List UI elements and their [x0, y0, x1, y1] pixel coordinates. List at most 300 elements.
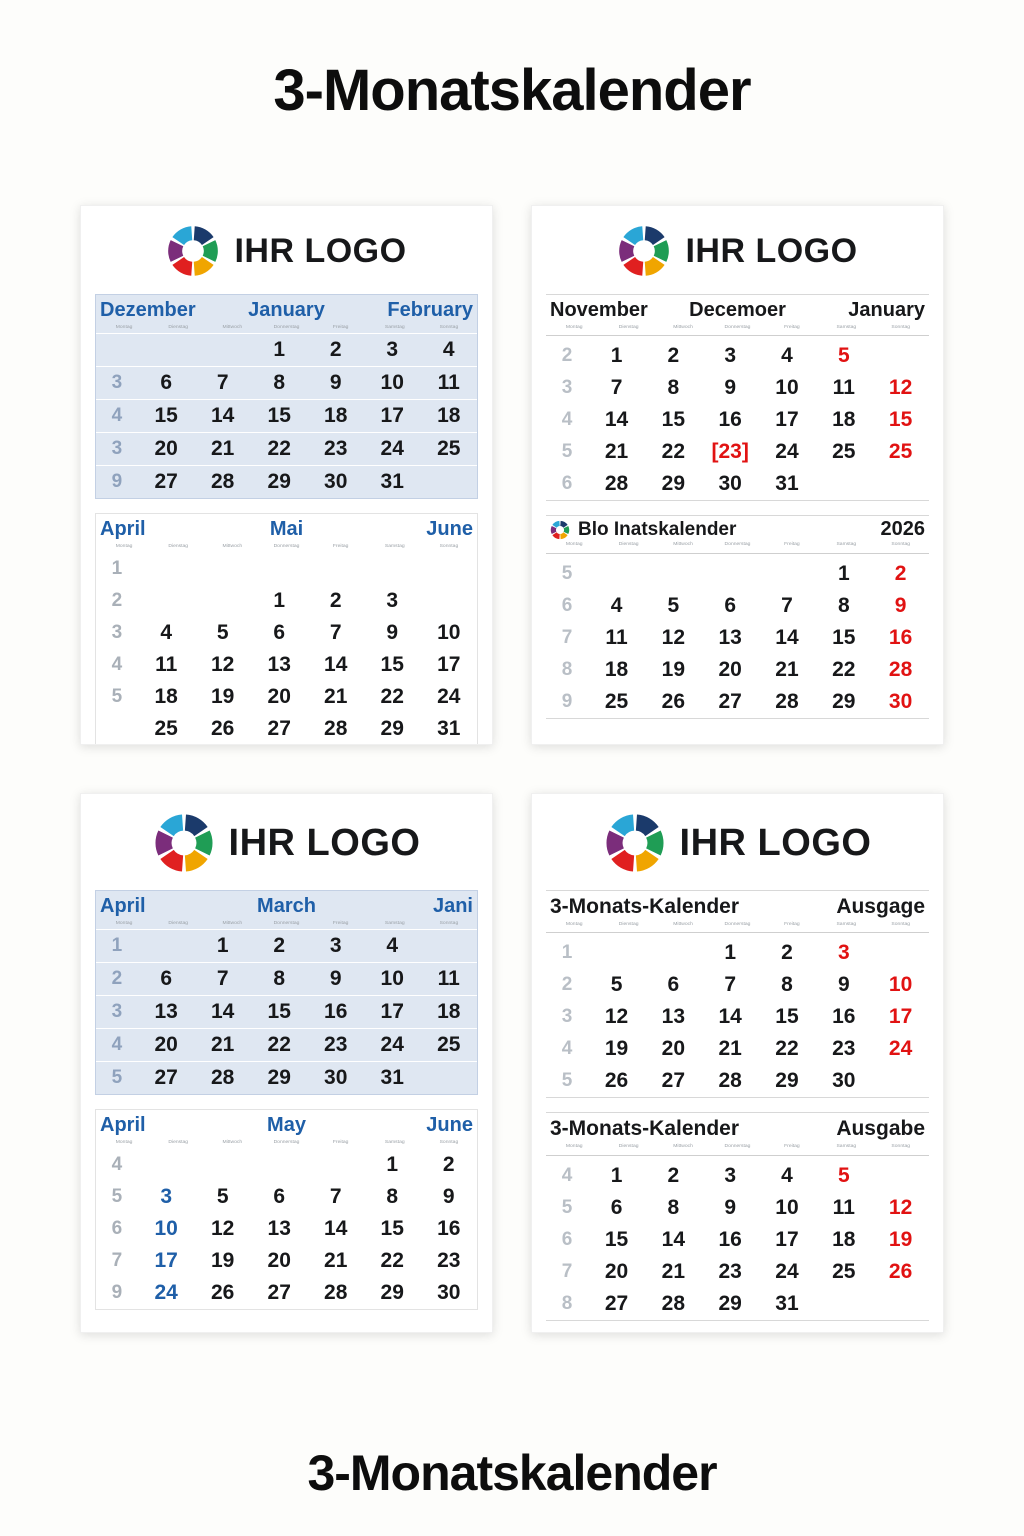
- day-cell[interactable]: 2: [894, 561, 907, 585]
- day-cell[interactable]: 13: [138, 996, 195, 1029]
- day-cell[interactable]: 1: [610, 344, 623, 368]
- day-cell[interactable]: 15: [661, 408, 686, 432]
- day-cell[interactable]: 20: [661, 1037, 686, 1061]
- day-cell[interactable]: 16: [307, 996, 364, 1029]
- day-cell[interactable]: 18: [604, 657, 629, 681]
- day-cell[interactable]: 1: [194, 930, 251, 963]
- day-cell[interactable]: 2: [442, 1152, 455, 1176]
- day-cell[interactable]: 7: [781, 593, 793, 617]
- day-cell[interactable]: [364, 553, 421, 585]
- day-cell[interactable]: 6: [138, 367, 195, 400]
- day-cell[interactable]: 29: [661, 472, 686, 496]
- day-cell[interactable]: 18: [832, 408, 856, 432]
- day-cell[interactable]: 24: [154, 1280, 178, 1304]
- day-cell[interactable]: 28: [194, 1062, 251, 1095]
- day-cell[interactable]: 15: [380, 1216, 404, 1240]
- day-cell[interactable]: 9: [724, 1195, 736, 1219]
- calendar-block: [546, 515, 929, 718]
- day-cell[interactable]: 1: [724, 941, 736, 965]
- logo: [95, 812, 478, 874]
- day-cell[interactable]: 1: [610, 1163, 623, 1187]
- day-cell[interactable]: 31: [437, 716, 461, 740]
- day-cell[interactable]: 14: [324, 1216, 348, 1240]
- day-cell[interactable]: 29: [775, 1069, 799, 1093]
- calendar-block: [546, 294, 929, 501]
- day-cell[interactable]: [759, 558, 816, 590]
- day-cell[interactable]: 17: [364, 400, 421, 433]
- day-cell[interactable]: [138, 334, 195, 367]
- day-cell[interactable]: 11: [832, 1195, 855, 1219]
- day-cell[interactable]: 8: [386, 1184, 399, 1208]
- day-cell[interactable]: 9: [894, 593, 907, 617]
- day-cell[interactable]: 27: [661, 1069, 686, 1093]
- day-cell[interactable]: 30: [307, 1062, 364, 1095]
- day-cell[interactable]: 11: [420, 367, 477, 400]
- week-number: 4: [96, 400, 138, 433]
- day-cell[interactable]: 8: [251, 963, 308, 996]
- day-cell[interactable]: 25: [832, 1259, 856, 1283]
- day-cell[interactable]: 23: [832, 1037, 856, 1061]
- day-cell[interactable]: 15: [251, 400, 308, 433]
- day-cell[interactable]: 22: [380, 684, 404, 708]
- day-cell[interactable]: 30: [307, 466, 364, 499]
- day-cell[interactable]: 8: [781, 973, 793, 997]
- day-cell[interactable]: 15: [775, 1005, 799, 1029]
- day-cell[interactable]: 4: [160, 620, 172, 644]
- day-cell[interactable]: 6: [273, 1184, 286, 1208]
- day-cell[interactable]: 27: [718, 689, 742, 713]
- calendar-block: [546, 1112, 929, 1320]
- week-row: [96, 617, 477, 649]
- day-cell[interactable]: 19: [211, 684, 235, 708]
- day-cell[interactable]: 13: [718, 625, 742, 649]
- day-cell[interactable]: 11: [832, 376, 855, 400]
- card-1[interactable]: [80, 205, 493, 745]
- day-cell[interactable]: 9: [837, 973, 850, 997]
- day-cell[interactable]: [872, 1160, 929, 1192]
- week-number: 1: [111, 557, 123, 579]
- day-cell[interactable]: 28: [661, 1291, 686, 1315]
- day-cell[interactable]: 23: [437, 1248, 461, 1272]
- block-title-row: [546, 1113, 929, 1143]
- day-cell[interactable]: 18: [420, 400, 477, 433]
- day-cell[interactable]: 12: [604, 1005, 629, 1029]
- day-cell[interactable]: 6: [724, 593, 736, 617]
- day-cell[interactable]: 9: [307, 367, 364, 400]
- divider: [546, 553, 929, 554]
- weekday-micro-labels: [546, 921, 929, 930]
- day-cell[interactable]: [194, 553, 251, 585]
- day-cell[interactable]: [645, 558, 702, 590]
- day-cell[interactable]: 2: [781, 941, 793, 965]
- day-cell[interactable]: 28: [194, 466, 251, 499]
- day-cell[interactable]: 4: [781, 344, 793, 368]
- day-cell[interactable]: 17: [364, 996, 421, 1029]
- day-cell[interactable]: 27: [604, 1291, 629, 1315]
- weekday-label: Freitag: [332, 1139, 349, 1145]
- day-cell[interactable]: 22: [775, 1037, 799, 1061]
- card-3[interactable]: [80, 793, 493, 1333]
- week-row: [96, 681, 477, 713]
- day-cell[interactable]: 20: [138, 433, 195, 466]
- calendar-block: [95, 513, 478, 745]
- month-label: June: [426, 518, 473, 541]
- day-cell[interactable]: 30: [832, 1069, 856, 1093]
- day-cell[interactable]: 10: [437, 620, 461, 644]
- day-cell[interactable]: 5: [216, 1184, 229, 1208]
- calendar-card-grid: [0, 205, 1024, 1333]
- day-cell[interactable]: 23: [307, 1029, 364, 1062]
- day-cell[interactable]: 4: [781, 1163, 793, 1187]
- week-row: [96, 1181, 477, 1213]
- day-cell[interactable]: 17: [888, 1005, 913, 1029]
- day-cell[interactable]: 21: [661, 1259, 686, 1283]
- day-cell[interactable]: 20: [138, 1029, 195, 1062]
- day-cell[interactable]: 24: [775, 440, 799, 464]
- day-cell[interactable]: 26: [888, 1259, 913, 1283]
- week-number: 6: [561, 1228, 573, 1250]
- day-cell[interactable]: 7: [610, 376, 623, 400]
- day-cell[interactable]: 7: [194, 367, 251, 400]
- day-cell[interactable]: [420, 585, 477, 617]
- day-cell[interactable]: 28: [718, 1069, 742, 1093]
- day-cell[interactable]: [138, 930, 195, 963]
- day-cell[interactable]: 17: [775, 1227, 799, 1251]
- logo-mark-small: [550, 520, 570, 540]
- day-cell[interactable]: 22: [380, 1248, 404, 1272]
- day-cell[interactable]: 15: [380, 652, 404, 676]
- weekday-label: Mittwoch: [673, 541, 693, 547]
- week-number: 1: [561, 942, 573, 964]
- day-cell[interactable]: [872, 1288, 929, 1320]
- day-cell[interactable]: 14: [324, 652, 348, 676]
- day-cell[interactable]: 11: [155, 652, 178, 676]
- day-cell[interactable]: [815, 1288, 872, 1320]
- week-row: [96, 400, 477, 433]
- card-2[interactable]: [531, 205, 944, 745]
- day-cell[interactable]: 11: [605, 625, 628, 649]
- day-grid: [546, 937, 929, 1097]
- day-cell[interactable]: 2: [667, 1163, 680, 1187]
- calendar-block: [95, 890, 478, 1095]
- day-cell[interactable]: 18: [154, 684, 178, 708]
- day-cell[interactable]: 13: [661, 1005, 686, 1029]
- day-cell[interactable]: 21: [194, 433, 251, 466]
- day-cell[interactable]: 25: [420, 433, 477, 466]
- day-cell[interactable]: 8: [667, 1195, 680, 1219]
- day-cell[interactable]: [307, 1149, 364, 1181]
- day-cell[interactable]: 30: [888, 689, 913, 713]
- day-cell[interactable]: 4: [420, 334, 477, 367]
- day-cell[interactable]: 16: [832, 1005, 856, 1029]
- day-cell[interactable]: 8: [251, 367, 308, 400]
- day-cell[interactable]: [194, 334, 251, 367]
- day-cell[interactable]: 7: [329, 620, 342, 644]
- week-row: [546, 404, 929, 436]
- day-cell[interactable]: 10: [775, 1195, 799, 1219]
- day-cell[interactable]: 10: [888, 973, 913, 997]
- day-cell[interactable]: 15: [832, 625, 856, 649]
- day-cell[interactable]: 5: [667, 593, 680, 617]
- week-row: [546, 340, 929, 372]
- page-footer-title: 3-Monatskalender: [307, 1445, 717, 1501]
- block-title-row: [546, 891, 929, 921]
- day-cell[interactable]: [194, 1149, 251, 1181]
- day-cell[interactable]: 30: [437, 1280, 461, 1304]
- day-cell[interactable]: 21: [324, 1248, 348, 1272]
- weekday-label: Sonntag: [439, 920, 459, 926]
- day-cell[interactable]: 10: [364, 963, 421, 996]
- month-label: January: [248, 299, 325, 321]
- day-cell[interactable]: [138, 1149, 195, 1181]
- day-cell[interactable]: 6: [273, 620, 286, 644]
- day-cell[interactable]: 23: [307, 433, 364, 466]
- day-cell[interactable]: 2: [307, 334, 364, 367]
- day-cell[interactable]: [138, 553, 195, 585]
- day-cell[interactable]: [307, 553, 364, 585]
- weekday-micro-labels: [546, 541, 929, 550]
- day-cell[interactable]: 18: [420, 996, 477, 1029]
- day-cell[interactable]: 13: [267, 1216, 291, 1240]
- week-number: 5: [561, 562, 573, 584]
- day-cell[interactable]: 24: [364, 1029, 421, 1062]
- day-cell[interactable]: 19: [888, 1227, 913, 1251]
- day-cell[interactable]: [815, 468, 872, 500]
- day-cell[interactable]: 31: [775, 472, 799, 496]
- day-cell[interactable]: [702, 558, 759, 590]
- day-cell[interactable]: 3: [364, 334, 421, 367]
- day-cell[interactable]: 2: [251, 930, 308, 963]
- day-cell[interactable]: 17: [437, 652, 461, 676]
- day-cell[interactable]: 8: [667, 376, 680, 400]
- day-cell[interactable]: 26: [211, 716, 235, 740]
- day-cell[interactable]: 16: [718, 1227, 742, 1251]
- day-cell[interactable]: 3: [724, 1163, 736, 1187]
- weekday-label: Dienstag: [168, 324, 189, 330]
- day-cell[interactable]: 1: [386, 1152, 399, 1176]
- day-cell[interactable]: 20: [718, 657, 742, 681]
- week-number: 8: [561, 658, 573, 680]
- day-cell[interactable]: 29: [718, 1291, 742, 1315]
- day-cell[interactable]: 17: [775, 408, 799, 432]
- day-cell[interactable]: 12: [888, 376, 913, 400]
- day-cell[interactable]: 18: [307, 400, 364, 433]
- weekday-micro-labels: [546, 1143, 929, 1152]
- day-cell[interactable]: 29: [832, 689, 856, 713]
- day-cell[interactable]: 5: [216, 620, 229, 644]
- day-cell[interactable]: 21: [194, 1029, 251, 1062]
- day-cell[interactable]: 22: [832, 657, 856, 681]
- day-cell[interactable]: 8: [837, 593, 850, 617]
- day-cell[interactable]: 27: [267, 1280, 291, 1304]
- day-cell[interactable]: 14: [661, 1227, 686, 1251]
- day-cell[interactable]: 4: [364, 930, 421, 963]
- day-cell[interactable]: 13: [267, 652, 291, 676]
- colored-ring-logo: [604, 812, 666, 874]
- day-cell[interactable]: [420, 1062, 477, 1095]
- day-cell[interactable]: [588, 558, 645, 590]
- month-label: February: [387, 299, 473, 321]
- day-cell[interactable]: 1: [273, 588, 286, 612]
- day-cell[interactable]: 12: [661, 625, 686, 649]
- day-cell[interactable]: 31: [775, 1291, 799, 1315]
- day-cell[interactable]: 14: [194, 400, 251, 433]
- day-cell[interactable]: 30: [718, 472, 742, 496]
- day-cell[interactable]: 19: [211, 1248, 235, 1272]
- day-cell[interactable]: 15: [888, 408, 913, 432]
- day-cell[interactable]: 25: [420, 1029, 477, 1062]
- day-cell[interactable]: 19: [661, 657, 686, 681]
- day-cell[interactable]: 6: [610, 1195, 623, 1219]
- day-cell[interactable]: 24: [437, 684, 461, 708]
- weekday-label: Dienstag: [168, 920, 189, 926]
- day-cell[interactable]: 20: [604, 1259, 629, 1283]
- day-cell[interactable]: 22: [251, 1029, 308, 1062]
- day-cell[interactable]: 28: [324, 716, 348, 740]
- day-cell[interactable]: 6: [667, 973, 680, 997]
- day-cell[interactable]: 7: [194, 963, 251, 996]
- day-cell[interactable]: 9: [442, 1184, 455, 1208]
- day-cell[interactable]: 1: [251, 334, 308, 367]
- day-cell[interactable]: [251, 553, 308, 585]
- day-cell[interactable]: 26: [661, 689, 686, 713]
- day-cell[interactable]: [420, 930, 477, 963]
- day-cell[interactable]: 22: [661, 440, 686, 464]
- day-cell[interactable]: 9: [724, 376, 736, 400]
- day-cell[interactable]: 26: [604, 1069, 629, 1093]
- day-cell[interactable]: [420, 466, 477, 499]
- weekday-label: Sonntag: [891, 1143, 911, 1149]
- day-cell[interactable]: 10: [775, 376, 799, 400]
- day-cell[interactable]: [872, 340, 929, 372]
- day-cell[interactable]: 1: [837, 561, 850, 585]
- day-cell[interactable]: 25: [832, 440, 856, 464]
- day-cell[interactable]: 14: [718, 1005, 742, 1029]
- day-cell[interactable]: 18: [832, 1227, 856, 1251]
- day-cell[interactable]: [420, 553, 477, 585]
- day-cell[interactable]: [138, 585, 195, 617]
- day-cell[interactable]: 31: [364, 1062, 421, 1095]
- day-cell[interactable]: [23]: [711, 440, 749, 464]
- day-cell[interactable]: 10: [154, 1216, 178, 1240]
- day-cell[interactable]: [645, 937, 702, 969]
- day-cell[interactable]: 9: [386, 620, 399, 644]
- week-number: 5: [561, 1070, 573, 1092]
- day-cell[interactable]: 9: [307, 963, 364, 996]
- card-4[interactable]: [531, 793, 944, 1333]
- day-cell[interactable]: 31: [364, 466, 421, 499]
- day-cell[interactable]: 15: [604, 1227, 629, 1251]
- day-cell[interactable]: 3: [837, 941, 850, 965]
- day-cell[interactable]: 7: [724, 973, 736, 997]
- day-cell[interactable]: 19: [604, 1037, 629, 1061]
- day-cell[interactable]: [251, 1149, 308, 1181]
- day-cell[interactable]: 27: [267, 716, 291, 740]
- day-cell[interactable]: 3: [160, 1184, 172, 1208]
- day-cell[interactable]: 16: [888, 625, 913, 649]
- day-cell[interactable]: 24: [888, 1037, 913, 1061]
- day-cell[interactable]: 23: [718, 1259, 742, 1283]
- day-cell[interactable]: 29: [251, 1062, 308, 1095]
- day-cell[interactable]: 3: [724, 344, 736, 368]
- day-cell[interactable]: 5: [837, 344, 850, 368]
- day-cell[interactable]: 3: [307, 930, 364, 963]
- day-cell[interactable]: 26: [211, 1280, 235, 1304]
- day-cell[interactable]: 25: [604, 689, 629, 713]
- day-cell[interactable]: 3: [386, 588, 399, 612]
- day-cell[interactable]: 12: [211, 1216, 235, 1240]
- day-cell[interactable]: [872, 468, 929, 500]
- day-cell[interactable]: 29: [380, 1280, 404, 1304]
- day-cell[interactable]: [194, 585, 251, 617]
- day-cell[interactable]: 16: [718, 408, 742, 432]
- day-cell[interactable]: 14: [194, 996, 251, 1029]
- day-cell[interactable]: 20: [267, 1248, 291, 1272]
- day-cell[interactable]: 21: [718, 1037, 742, 1061]
- day-cell[interactable]: 15: [251, 996, 308, 1029]
- day-cell[interactable]: 14: [604, 408, 629, 432]
- day-cell[interactable]: 5: [837, 1163, 850, 1187]
- day-cell[interactable]: 24: [775, 1259, 799, 1283]
- day-cell[interactable]: 21: [775, 657, 799, 681]
- day-cell[interactable]: 27: [138, 1062, 195, 1095]
- logo: [95, 224, 478, 278]
- day-cell[interactable]: 28: [324, 1280, 348, 1304]
- day-cell[interactable]: 10: [364, 367, 421, 400]
- day-cell[interactable]: 29: [380, 716, 404, 740]
- day-cell[interactable]: [872, 1065, 929, 1097]
- day-cell[interactable]: 14: [775, 625, 799, 649]
- day-cell[interactable]: 12: [211, 652, 235, 676]
- day-cell[interactable]: 17: [154, 1248, 178, 1272]
- day-cell[interactable]: 21: [324, 684, 348, 708]
- day-cell[interactable]: 15: [138, 400, 195, 433]
- day-cell[interactable]: 25: [154, 716, 178, 740]
- day-cell[interactable]: 28: [888, 657, 913, 681]
- week-number: 6: [111, 1217, 123, 1239]
- day-cell[interactable]: 21: [604, 440, 629, 464]
- day-cell[interactable]: 5: [610, 973, 623, 997]
- day-cell[interactable]: 6: [138, 963, 195, 996]
- weekday-label: Mittwoch: [222, 324, 243, 330]
- colored-ring-logo: [166, 224, 220, 278]
- day-cell[interactable]: 7: [329, 1184, 342, 1208]
- weekday-label: Donnerstag: [724, 1143, 751, 1149]
- day-cell[interactable]: [588, 937, 645, 969]
- day-cell[interactable]: 12: [888, 1195, 913, 1219]
- week-number: 1: [96, 930, 138, 963]
- weekday-label: Montag: [565, 324, 583, 330]
- day-cell[interactable]: 20: [267, 684, 291, 708]
- day-cell[interactable]: 27: [138, 466, 195, 499]
- day-cell[interactable]: 11: [420, 963, 477, 996]
- day-cell[interactable]: 28: [775, 689, 799, 713]
- day-cell[interactable]: 28: [604, 472, 629, 496]
- day-grid: [96, 1149, 477, 1309]
- weekday-label: Dienstag: [618, 921, 639, 927]
- day-cell[interactable]: 16: [437, 1216, 461, 1240]
- day-cell[interactable]: 29: [251, 466, 308, 499]
- day-cell[interactable]: 25: [888, 440, 913, 464]
- day-cell[interactable]: [872, 937, 929, 969]
- colored-ring-logo-small: [550, 520, 570, 540]
- day-cell[interactable]: 2: [667, 344, 680, 368]
- day-cell[interactable]: 24: [364, 433, 421, 466]
- day-cell[interactable]: 2: [329, 588, 342, 612]
- day-cell[interactable]: 4: [610, 593, 623, 617]
- day-cell[interactable]: 22: [251, 433, 308, 466]
- week-row: [96, 466, 477, 499]
